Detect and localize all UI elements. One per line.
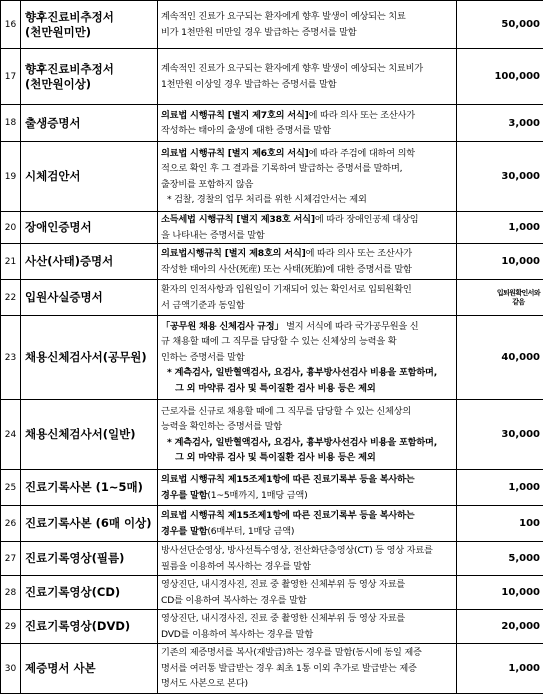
fee-amount: 1,000: [457, 212, 543, 244]
name-line: 제증명서 사본: [25, 661, 157, 676]
desc-line: [161, 488, 453, 504]
desc-line: 작성하는 태아의 출생에 대한 증명서를 말함: [161, 123, 453, 139]
certificate-description: [158, 400, 457, 470]
legal-reference: 「공무원 채용 신체검사 규정」: [161, 321, 283, 332]
fee-amount: 50,000: [457, 1, 543, 49]
certificate-name: [21, 49, 158, 105]
row-number: 16: [1, 1, 21, 49]
desc-text: 별지 서식에 따라 국가공무원을 신: [283, 321, 418, 332]
desc-line: 규 채용할 때에 그 직무를 담당할 수 있는 신체상의 능력을 확: [161, 334, 453, 350]
desc-line: 작성한 태아의 사산(死産) 또는 사태(死胎)에 대한 증명서를 말함: [161, 262, 453, 278]
desc-text: 에 따라 의사 또는 조산사가: [306, 248, 412, 259]
fee-amount: 100: [457, 506, 543, 542]
desc-text: (1~5매까지, 1매당 금액): [207, 490, 307, 501]
fee-amount: 100,000: [457, 49, 543, 105]
name-line: 진료기록영상(CD): [25, 585, 157, 600]
table-row: [1, 316, 543, 400]
table-row: [1, 244, 543, 280]
desc-line: 영상진단, 내시경사진, 진료 중 촬영한 신체부위 등 영상 자료를: [161, 611, 453, 627]
table-row: [1, 470, 543, 506]
desc-line: 능력을 확인하는 증명서를 말함: [161, 419, 453, 435]
certificate-name: [21, 610, 158, 644]
legal-reference: 의료법시행규칙 [별지 제8호의 서식]: [161, 248, 306, 259]
name-line: 사산(사태)증명서: [25, 254, 157, 269]
desc-line: 을 나타내는 증명서를 말함: [161, 228, 453, 244]
desc-line: 적으로 확인 후 그 결과를 기록하여 발급하는 증명서를 말하며,: [161, 161, 453, 177]
desc-text: 에 따라 주검에 대하여 의학: [309, 148, 415, 159]
certificate-name: [21, 212, 158, 244]
table-row: [1, 506, 543, 542]
desc-text: (6매부터, 1매당 금액): [207, 526, 294, 537]
fee-amount: 10,000: [457, 576, 543, 610]
fee-amount: 10,000: [457, 244, 543, 280]
certificate-description: [158, 610, 457, 644]
desc-text: 에 따라 장애인공제 대상임: [315, 214, 419, 225]
name-line: 채용신체검사서(일반): [25, 427, 157, 442]
name-line: 진료기록사본 (1~5매): [25, 480, 157, 495]
certificate-description: [158, 470, 457, 506]
certificate-name: [21, 644, 158, 694]
name-line: 진료기록영상(DVD): [25, 619, 157, 634]
certificate-description: [158, 212, 457, 244]
fee-amount: 30,000: [457, 142, 543, 212]
name-line: (천만원이상): [25, 77, 157, 92]
certificate-name: [21, 316, 158, 400]
row-number: 28: [1, 576, 21, 610]
table-row: [1, 644, 543, 694]
legal-reference: 의료법 시행규칙 제15조제1항에 따른 진료기록부 등을 복사하는: [161, 508, 453, 524]
certificate-description: [158, 1, 457, 49]
desc-line: CD를 이용하여 복사하는 경우를 말함: [161, 593, 453, 609]
desc-line: 근로자를 신규로 채용할 때에 그 직무를 담당할 수 있는 신체상의: [161, 404, 453, 420]
table-row: [1, 576, 543, 610]
fee-note: [497, 289, 540, 307]
desc-line: 계속적인 진료가 요구되는 환자에게 향후 발생이 예상되는 치료비가: [161, 61, 453, 77]
certificate-name: [21, 506, 158, 542]
certificate-description: [158, 506, 457, 542]
table-row: [1, 1, 543, 49]
row-number: 29: [1, 610, 21, 644]
certificate-name: [21, 280, 158, 316]
table-row: [1, 542, 543, 576]
fee-amount: 1,000: [457, 644, 543, 694]
name-line: 시체검안서: [25, 169, 157, 184]
row-number: 23: [1, 316, 21, 400]
desc-line: 영상진단, 내시경사진, 진료 중 촬영한 신체부위 등 영상 자료를: [161, 577, 453, 593]
certificate-description: [158, 142, 457, 212]
row-number: 22: [1, 280, 21, 316]
certificate-name: [21, 542, 158, 576]
desc-bold-text: 경우를 말함: [161, 526, 207, 537]
desc-line: [161, 246, 453, 262]
fee-note-line: 같음: [497, 298, 540, 307]
desc-bold-text: 경우를 말함: [161, 490, 207, 501]
legal-reference: 의료법 시행규칙 [별지 제7호의 서식]: [161, 110, 309, 121]
desc-line: 필름을 이용하여 복사하는 경우를 말함: [161, 559, 453, 575]
desc-line: 환자의 인적사항과 입원일이 기재되어 있는 확인서로 입퇴원확인: [161, 282, 453, 298]
certificate-description: [158, 316, 457, 400]
name-line: 입원사실증명서: [25, 290, 157, 305]
row-number: 21: [1, 244, 21, 280]
row-number: 18: [1, 105, 21, 142]
fee-amount: 5,000: [457, 542, 543, 576]
name-line: 향후진료비추정서: [25, 10, 157, 25]
desc-line: DVD를 이용하여 복사하는 경우를 말함: [161, 627, 453, 643]
table-row: [1, 49, 543, 105]
desc-line: [161, 146, 453, 162]
certificate-description: [158, 49, 457, 105]
table-row: [1, 105, 543, 142]
row-number: 25: [1, 470, 21, 506]
fee-amount: 40,000: [457, 316, 543, 400]
certificate-name: [21, 470, 158, 506]
desc-line: 방사선단순영상, 방사선특수영상, 전산화단층영상(CT) 등 영상 자료를: [161, 543, 453, 559]
desc-note: * 계측검사, 일반혈액검사, 요검사, 흉부방사선검사 비용을 포함하며,: [161, 435, 453, 451]
desc-line: 출장비를 포함하지 않음: [161, 177, 453, 193]
row-number: 27: [1, 542, 21, 576]
fee-amount: 30,000: [457, 400, 543, 470]
desc-note: * 계측검사, 일반혈액검사, 요검사, 흉부방사선검사 비용을 포함하며,: [161, 365, 453, 381]
certificate-description: [158, 105, 457, 142]
row-number: 26: [1, 506, 21, 542]
name-line: 채용신체검사서(공무원): [25, 350, 157, 365]
desc-line: 명서도 사본으로 본다): [161, 676, 453, 692]
certificate-name: [21, 576, 158, 610]
desc-text: 에 따라 의사 또는 조산사가: [309, 110, 415, 121]
certificate-name: [21, 400, 158, 470]
desc-note: * 검찰, 경찰의 업무 처리를 위한 시체검안서는 제외: [161, 192, 453, 208]
name-line: 향후진료비추정서: [25, 62, 157, 77]
certificate-description: [158, 644, 457, 694]
certificate-description: [158, 576, 457, 610]
desc-note: 그 외 마약류 검사 및 특이질환 검사 비용 등은 제외: [161, 381, 453, 397]
legal-reference: 의료법 시행규칙 [별지 제6호의 서식]: [161, 148, 309, 159]
row-number: 20: [1, 212, 21, 244]
table-row: [1, 400, 543, 470]
certificate-name: [21, 1, 158, 49]
name-line: 진료기록영상(필름): [25, 551, 157, 566]
certificate-name: [21, 142, 158, 212]
name-line: 장애인증명서: [25, 220, 157, 235]
desc-line: 기존의 제증명서를 복사(재발급)하는 경우를 말함(동시에 동일 제증: [161, 645, 453, 661]
certificate-name: [21, 244, 158, 280]
certificate-description: [158, 280, 457, 316]
desc-line: 서 금액기준과 동일함: [161, 298, 453, 314]
fee-amount: 3,000: [457, 105, 543, 142]
fee-amount: [457, 280, 543, 316]
certificate-description: [158, 244, 457, 280]
row-number: 17: [1, 49, 21, 105]
desc-line: [161, 108, 453, 124]
table-row: [1, 212, 543, 244]
table-row: [1, 280, 543, 316]
certificate-name: [21, 105, 158, 142]
table-row: [1, 142, 543, 212]
certificate-description: [158, 542, 457, 576]
name-line: (천만원미만): [25, 25, 157, 40]
desc-line: [161, 319, 453, 335]
name-line: 출생증명서: [25, 116, 157, 131]
table-row: [1, 610, 543, 644]
row-number: 24: [1, 400, 21, 470]
desc-line: 비가 1천만원 미만일 경우 발급하는 증명서를 말함: [161, 25, 453, 41]
fee-amount: 20,000: [457, 610, 543, 644]
desc-line: 계속적인 진료가 요구되는 환자에게 향후 발생이 예상되는 치료: [161, 9, 453, 25]
legal-reference: 의료법 시행규칙 제15조제1항에 따른 진료기록부 등을 복사하는: [161, 472, 453, 488]
name-line: 진료기록사본 (6매 이상): [25, 516, 157, 531]
fee-note-line: 입퇴원확인서와: [497, 289, 540, 298]
desc-line: 1천만원 이상일 경우 발급하는 증명서를 말함: [161, 77, 453, 93]
desc-line: 인하는 증명서를 말함: [161, 350, 453, 366]
desc-line: 명서를 여러통 발급받는 경우 최초 1통 이외 추가로 발급받는 제증: [161, 661, 453, 677]
desc-line: [161, 524, 453, 540]
row-number: 19: [1, 142, 21, 212]
desc-note: 그 외 마약류 검사 및 특이질환 검사 비용 등은 제외: [161, 450, 453, 466]
fee-amount: 1,000: [457, 470, 543, 506]
legal-reference: 소득세법 시행규칙 [별지 제38호 서식]: [161, 214, 315, 225]
row-number: 30: [1, 644, 21, 694]
desc-line: [161, 212, 453, 228]
